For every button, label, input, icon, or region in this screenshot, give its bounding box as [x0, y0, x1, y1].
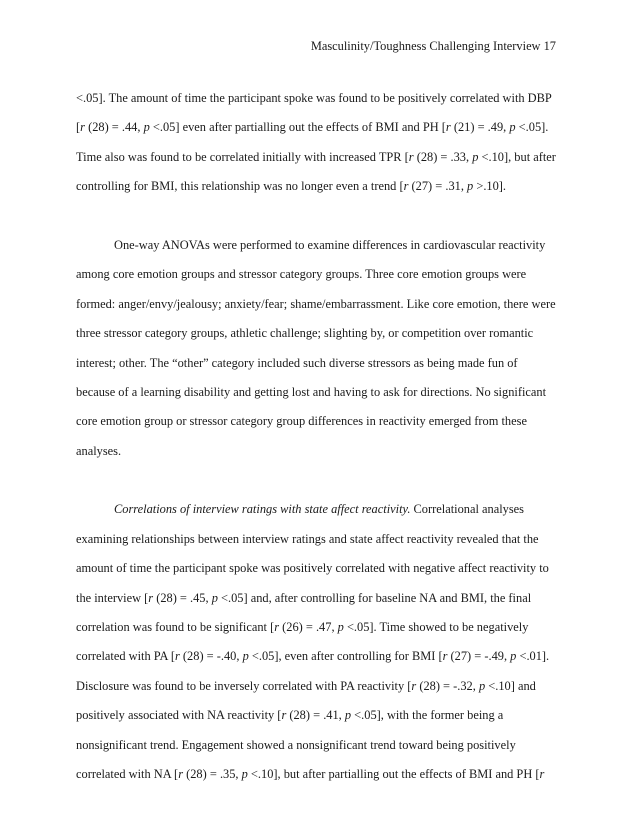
text-line: <.05]. The amount of time the participant spoke was found to be positively correlated with DBP: [76, 91, 552, 105]
text-span: Correlational analyses: [410, 502, 524, 517]
text-line: among core emotion groups and stressor category groups. Three core emotion groups were: [76, 267, 527, 282]
text-line: the interview [r (28) = .45, p <.05] and, after controlling for baseline NA and BMI, the final: [76, 590, 532, 605]
text-line: because of a learning disability and getting lost and having to ask for directions. No significant: [76, 384, 547, 399]
text-line: One-way ANOVAs were performed to examine differences in cardiovascular reactivity: [114, 237, 546, 252]
text-line: correlated with NA [r (28) = .35, p <.10], but after partialling out the effects of BMI and PH [r: [76, 766, 545, 781]
text-line: three stressor category groups, athletic challenge; slighting by, or competition over romantic: [76, 326, 534, 341]
paragraph-gap: [76, 202, 576, 231]
text-line: correlated with PA [r (28) = -.40, p <.05], even after controlling for BMI [r (27) = -.49, p <.01].: [76, 649, 550, 664]
text-line: interest; other. The “other” category included such diverse stressors as being made fun of: [76, 355, 518, 370]
paragraph-gap: [76, 466, 576, 495]
text-line: core emotion group or stressor category group differences in reactivity emerged from these: [76, 414, 527, 429]
text-line: analyses.: [76, 443, 122, 458]
text-line: correlation was found to be significant [r (26) = .47, p <.05]. Time showed to be negatively: [76, 620, 529, 635]
text-line: examining relationships between interview ratings and state affect reactivity revealed that the: [76, 531, 539, 546]
text-line: formed: anger/envy/jealousy; anxiety/fear; shame/embarrassment. Like core emotion, there were: [76, 296, 556, 311]
text-line: amount of time the participant spoke was positively correlated with negative affect reactivity to: [76, 561, 549, 576]
text-line: Time also was found to be correlated initially with increased TPR [r (28) = .33, p <.10], but after: [76, 149, 556, 164]
text-line: Disclosure was found to be inversely correlated with PA reactivity [r (28) = -.32, p <.10] and: [76, 678, 536, 693]
text-line: positively associated with NA reactivity [r (28) = .41, p <.05], with the former being a: [76, 708, 504, 723]
text-line: controlling for BMI, this relationship was no longer even a trend [r (27) = .31, p >.10].: [76, 179, 507, 194]
section-heading: Correlations of interview ratings with state affect reactivity.: [114, 502, 411, 517]
text-line: nonsignificant trend. Engagement showed a nonsignificant trend toward being positively: [76, 737, 516, 752]
running-head: Masculinity/Toughness Challenging Interview 17: [310, 39, 556, 53]
text-line: [76, 495, 576, 524]
body-text: [76, 84, 576, 789]
text-line: [r (28) = .44, p <.05] even after partialling out the effects of BMI and PH [r (21) = .49, p <.05].: [76, 120, 549, 135]
